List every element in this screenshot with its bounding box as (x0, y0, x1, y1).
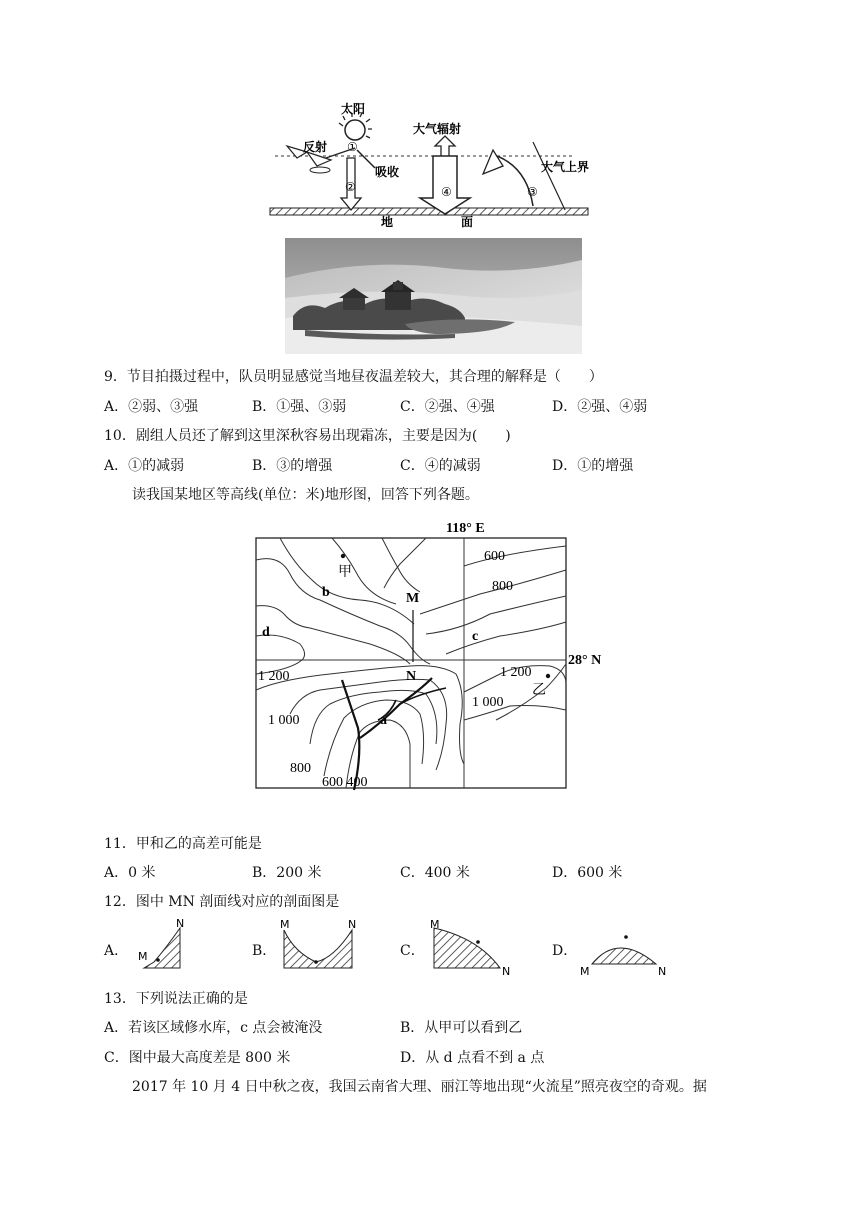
profile-b (280, 918, 360, 976)
q9-option-b[interactable]: B．①强、③弱 (252, 399, 347, 415)
q9-option-a[interactable]: A．②弱、③强 (104, 399, 199, 415)
contour-600-top: 600 (484, 549, 505, 564)
contour-600-400: 600 400 (322, 775, 368, 790)
q10-option-d[interactable]: D．①的增强 (552, 458, 634, 474)
desert-oasis-photo (285, 238, 582, 354)
reflect-label: 反射 (303, 140, 328, 154)
radiation-diagram (265, 98, 595, 228)
q12-option-b[interactable]: B． (252, 943, 277, 959)
n-label: N (406, 669, 417, 684)
profile-a (136, 918, 192, 976)
yi-label: 乙 (532, 683, 546, 698)
q10-option-b[interactable]: B．③的增强 (252, 458, 333, 474)
svg-text:N: N (348, 918, 357, 931)
q9-option-d[interactable]: D．②强、④弱 (552, 399, 648, 415)
q11-stem: 11．甲和乙的高差可能是 (104, 836, 262, 852)
svg-text:N: N (502, 965, 511, 978)
q13-option-b[interactable]: B．从甲可以看到乙 (400, 1020, 523, 1036)
q10-stem: 10．剧组人员还了解到这里深秋容易出现霜冻，主要是因为( ) (104, 428, 511, 444)
q10-option-c[interactable]: C．④的减弱 (400, 458, 481, 474)
q11-option-b[interactable]: B．200 米 (252, 865, 322, 881)
q12-option-c[interactable]: C． (400, 943, 425, 959)
sun-icon (339, 113, 372, 140)
ground-label-2: 面 (461, 215, 474, 229)
q11-option-d[interactable]: D．600 米 (552, 865, 623, 881)
a-label: a (380, 713, 387, 728)
circle1: ① (347, 140, 358, 154)
svg-text:N: N (658, 965, 667, 978)
sun-label: 太阳 (341, 102, 366, 116)
lat-label: 28° N (568, 653, 602, 668)
contour-1200-left: 1 200 (258, 669, 290, 684)
jia-label: 甲 (338, 565, 352, 580)
svg-text:M: M (280, 918, 290, 931)
profile-c (428, 918, 518, 976)
absorb-label: 吸收 (375, 165, 400, 179)
contour-1000-right: 1 000 (472, 695, 504, 710)
q12-option-a[interactable]: A． (104, 943, 129, 959)
circle3: ③ (527, 185, 538, 199)
b-label: b (322, 585, 330, 600)
q13-stem: 13．下列说法正确的是 (104, 991, 248, 1007)
c-label: c (472, 629, 479, 644)
contour-map (250, 514, 602, 790)
q13-option-d[interactable]: D．从 d 点看不到 a 点 (400, 1050, 545, 1066)
svg-text:M: M (138, 950, 148, 963)
q9-option-c[interactable]: C．②强、④强 (400, 399, 495, 415)
contour-1000-left: 1 000 (268, 713, 300, 728)
q9-stem: 9．节目拍摄过程中，队员明显感觉当地昼夜温差较大，其合理的解释是（ ） (104, 369, 603, 385)
atm-radiation-label: 大气辐射 (413, 122, 462, 136)
profile-d (578, 918, 670, 976)
q13-option-a[interactable]: A．若该区域修水库，c 点会被淹没 (104, 1020, 323, 1036)
circle4: ④ (441, 185, 452, 199)
contour-1200-right: 1 200 (500, 665, 532, 680)
svg-text:M: M (580, 965, 590, 978)
circle2: ② (345, 180, 356, 194)
arrow-3 (483, 150, 503, 174)
m-label: M (406, 591, 420, 606)
q11-option-c[interactable]: C．400 米 (400, 865, 470, 881)
svg-text:N: N (176, 917, 185, 930)
contour-intro: 读我国某地区等高线(单位：米)地形图，回答下列各题。 (132, 487, 479, 503)
q10-option-a[interactable]: A．①的减弱 (104, 458, 185, 474)
q13-option-c[interactable]: C．图中最大高度差是 800 米 (104, 1050, 291, 1066)
d-label: d (262, 625, 270, 640)
footer-paragraph: 2017 年 10 月 4 日中秋之夜，我国云南省大理、丽江等地出现“火流星”照亮夜空的奇观。据 (132, 1079, 707, 1095)
q11-option-a[interactable]: A．0 米 (104, 865, 156, 881)
q12-stem: 12．图中 MN 剖面线对应的剖面图是 (104, 894, 340, 910)
lon-label: 118° E (446, 521, 485, 536)
ground-label-1: 地 (381, 215, 394, 229)
atm-top-label: 大气上界 (541, 160, 590, 174)
q12-option-d[interactable]: D． (552, 943, 578, 959)
contour-800-top: 800 (492, 579, 513, 594)
reflect-arrow (307, 152, 331, 166)
svg-text:M: M (430, 918, 440, 931)
contour-800-bottom: 800 (290, 761, 311, 776)
